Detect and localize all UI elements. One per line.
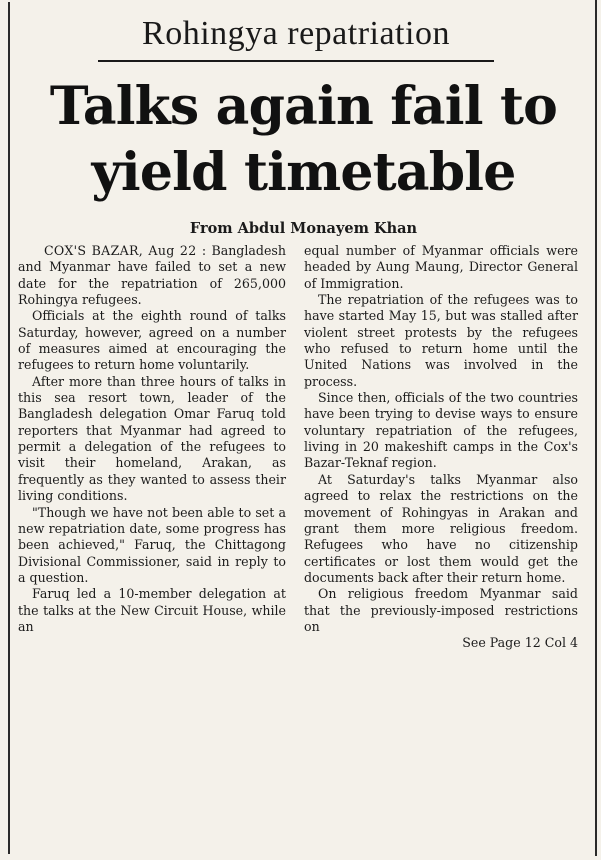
- headline: Talks again fail to yield timetable: [49, 76, 558, 203]
- paragraph: On religious freedom Myanmar said that the previously-imposed restrictions on: [304, 586, 578, 634]
- paragraph: equal number of Myanmar officials were headed by Aung Maung, Director General of Immigration.: [304, 243, 578, 291]
- paragraph-text: Bangladesh and Myanmar have failed to set a new date for the repatriation of 265,000 Rohingya refugees.: [18, 243, 286, 308]
- byline: From Abdul Monayem Khan: [189, 220, 418, 237]
- kicker-underline: [98, 60, 494, 62]
- paragraph: "Though we have not been able to set a new repatriation date, some progress has been achieved," Faruq, the Chittagong Divisional Commissioner, said in reply to a question.: [18, 504, 286, 585]
- paragraph: The repatriation of the refugees was to have started May 15, but was stalled after violent street protests by the refugees who refused to return home until the United Nations was involved in the process.: [304, 292, 578, 389]
- continuation-jump: See Page 12 Col 4: [462, 635, 578, 651]
- article-column-left: [18, 243, 286, 635]
- paragraph: Since then, officials of the two countries have been trying to devise ways to ensure voluntary repatriation of the refugees, living in 20 makeshift camps in the Cox's Bazar-Teknaf region.: [304, 390, 578, 471]
- kicker-block: [98, 14, 494, 62]
- paragraph: After more than three hours of talks in this sea resort town, leader of the Bangladesh delegation Omar Faruq told reporters that Myanmar had agreed to permit a delegation of the refugees to visit their homeland, Arakan, as frequently as they wanted to assess their living conditions.: [18, 373, 286, 504]
- paragraph: Officials at the eighth round of talks Saturday, however, agreed on a number of measures aimed at encouraging the refugees to return home voluntarily.: [18, 308, 286, 373]
- dateline: COX'S BAZAR, Aug 22 :: [44, 243, 207, 258]
- left-column-rule: [8, 2, 10, 854]
- right-column-rule: [595, 0, 597, 856]
- lead-paragraph: [18, 243, 286, 308]
- paragraph: Faruq led a 10-member delegation at the talks at the New Circuit House, while an: [18, 586, 286, 634]
- article-column-right: [304, 243, 578, 652]
- paragraph: At Saturday's talks Myanmar also agreed to relax the restrictions on the movement of Rohingyas in Arakan and grant them more religious freedom. Refugees who have no citizenship certificates or lost them would get the documents back after their return home.: [304, 471, 578, 585]
- kicker-text: Rohingya repatriation: [142, 15, 450, 52]
